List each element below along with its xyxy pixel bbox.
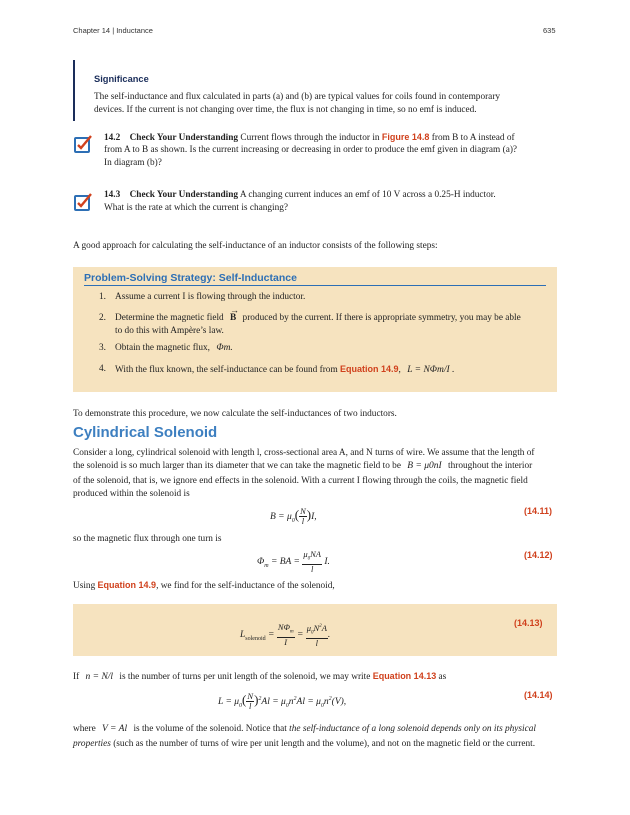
- step-2-number: 2.: [99, 313, 106, 323]
- inductance-formula: L = NΦm/I .: [407, 365, 455, 375]
- section-heading: Cylindrical Solenoid: [73, 424, 218, 441]
- step-4-label: With the flux known, the self-inductance can be found from: [115, 365, 338, 375]
- if-text-end: as: [438, 672, 447, 682]
- step-2-text: Determine the magnetic field: [115, 313, 224, 323]
- if-line: [73, 670, 446, 684]
- para1-line-3: of the solenoid, that is, we ignore end effects in the solenoid. With a current I flowing through the coils, the magnetic field: [73, 476, 528, 486]
- significance-bar: [73, 60, 75, 121]
- equation-14-13: $L_{solenoid}$ = $\frac{N\Phi_m}{I}$ = $\frac{\mu_0N^2A}{l}$ .: [240, 621, 331, 648]
- vector-arrow-icon: →: [230, 305, 240, 315]
- check-143-line-1: [104, 189, 496, 202]
- step-3-label: Obtain the magnetic flux,: [115, 343, 211, 353]
- final-text-end: (such as the number of turns of wire per unit length and the volume), and not on the magnetic field or the current.: [113, 739, 536, 749]
- para1-line-1: Consider a long, cylindrical solenoid with length l, cross-sectional area A, and N turns of wire. We assume that the length of: [73, 448, 535, 458]
- significance-line-1: The self-inductance and flux calculated in parts (a) and (b) are typical values for coils found in contemporary: [94, 92, 501, 102]
- para1-line-4: produced within the solenoid is: [73, 489, 190, 499]
- step-1-text: Assume a current I is flowing through the inductor.: [115, 292, 306, 302]
- intro-text: A good approach for calculating the self-inductance of an inductor consists of the following steps:: [73, 241, 438, 251]
- check-143-line-2: What is the rate at which the current is changing?: [104, 203, 289, 213]
- step-2-line-1: [115, 305, 521, 325]
- using-text: Using: [73, 581, 96, 591]
- check-142-number: 14.2: [104, 133, 121, 143]
- chapter-header: Chapter 14 | Inductance: [73, 26, 153, 35]
- check-142-text: Current flows through the inductor in: [240, 133, 380, 143]
- if-text: If: [73, 672, 80, 682]
- equation-14-13-link[interactable]: Equation 14.13: [372, 671, 437, 681]
- vector-b-letter: B: [230, 313, 237, 323]
- para1-line-2-end: throughout the interior: [448, 461, 533, 471]
- para1-line-2: [73, 460, 532, 473]
- equation-number-14-11: (14.11): [524, 506, 553, 516]
- equation-14-11: $B = \mu_0$( $\frac{N}{l}$ )I,: [270, 506, 317, 527]
- para1-line-2-text: the solenoid is so much larger than its diameter that we can take the magnetic field to be: [73, 461, 401, 471]
- strategy-title: Problem-Solving Strategy: Self-Inductance: [84, 272, 297, 284]
- equation-14-14: $L = \mu_0$( $\frac{N}{l}$ )$^2Al = \mu_0n^2Al = \mu_0n^2(V)$,: [218, 691, 347, 712]
- n-formula: n = N/l: [85, 672, 114, 682]
- significance-line-2: devices. If the current is not changing over time, the flux is not changing in time, so no emf is induced.: [94, 105, 477, 115]
- using-text-end: , we find for the self-inductance of the solenoid,: [156, 581, 335, 591]
- check-142-line-1: [104, 131, 515, 145]
- equation-number-14-12: (14.12): [524, 550, 553, 560]
- final-text-mid: is the volume of the solenoid. Notice that: [133, 724, 287, 734]
- equation-14-12: $\Phi_m$ = BA = $\frac{\mu_0NA}{l}$ I.: [257, 549, 330, 574]
- strategy-rule: [84, 285, 546, 286]
- step-2-text-end: produced by the current. If there is appropriate symmetry, you may be able: [242, 313, 521, 323]
- equation-14-9-link-2[interactable]: Equation 14.9: [97, 580, 157, 590]
- step-3-number: 3.: [99, 343, 106, 353]
- final-line-1: [73, 723, 536, 736]
- check-understanding-icon: [73, 192, 93, 217]
- significance-title: Significance: [94, 74, 149, 84]
- phi-m-symbol: Φm.: [216, 343, 233, 353]
- if-text-mid: is the number of turns per unit length of the solenoid, we may write: [119, 672, 371, 682]
- volume-formula: V = Al: [102, 724, 128, 734]
- equation-14-9-link[interactable]: Equation 14.9: [340, 364, 399, 374]
- step-3-text: [115, 342, 233, 355]
- using-line: [73, 579, 335, 593]
- check-143-number: 14.3: [104, 190, 121, 200]
- final-text: where: [73, 724, 96, 734]
- demo-text: To demonstrate this procedure, we now calculate the self-inductances of two inductors.: [73, 409, 397, 419]
- page-number: 635: [543, 26, 556, 35]
- field-formula: B = μ0nI: [407, 461, 442, 471]
- final-line-2: [73, 738, 535, 751]
- equation-number-14-14: (14.14): [524, 690, 553, 700]
- check-142-line-2: from A to B as shown. Is the current increasing or decreasing in order to produce the emf given in diagram (a)?: [104, 145, 518, 155]
- check-142-label: Check Your Understanding: [129, 133, 239, 143]
- step-4-number: 4.: [99, 364, 106, 374]
- equation-number-14-13: (14.13): [514, 618, 543, 628]
- step-2-line-2: to do this with Ampère’s law.: [115, 326, 224, 336]
- flux-text: so the magnetic flux through one turn is: [73, 534, 222, 544]
- check-143-text: A changing current induces an emf of 10 V across a 0.25-H inductor.: [239, 190, 496, 200]
- final-italic-2: properties: [73, 739, 111, 749]
- check-142-line-3: In diagram (b)?: [104, 158, 162, 168]
- vector-b: [230, 305, 240, 325]
- final-italic: the self-inductance of a long solenoid depends only on its physical: [289, 724, 536, 734]
- check-understanding-icon: [73, 134, 93, 159]
- step-4-text: With the flux known, the self-inductance can be found from Equation 14.9, L = NΦm/I .: [115, 364, 455, 375]
- check-143-label: Check Your Understanding: [129, 190, 239, 200]
- step-1-number: 1.: [99, 292, 106, 302]
- figure-14-8-link[interactable]: Figure 14.8: [381, 132, 430, 142]
- check-142-text-end: from B to A instead of: [431, 133, 515, 143]
